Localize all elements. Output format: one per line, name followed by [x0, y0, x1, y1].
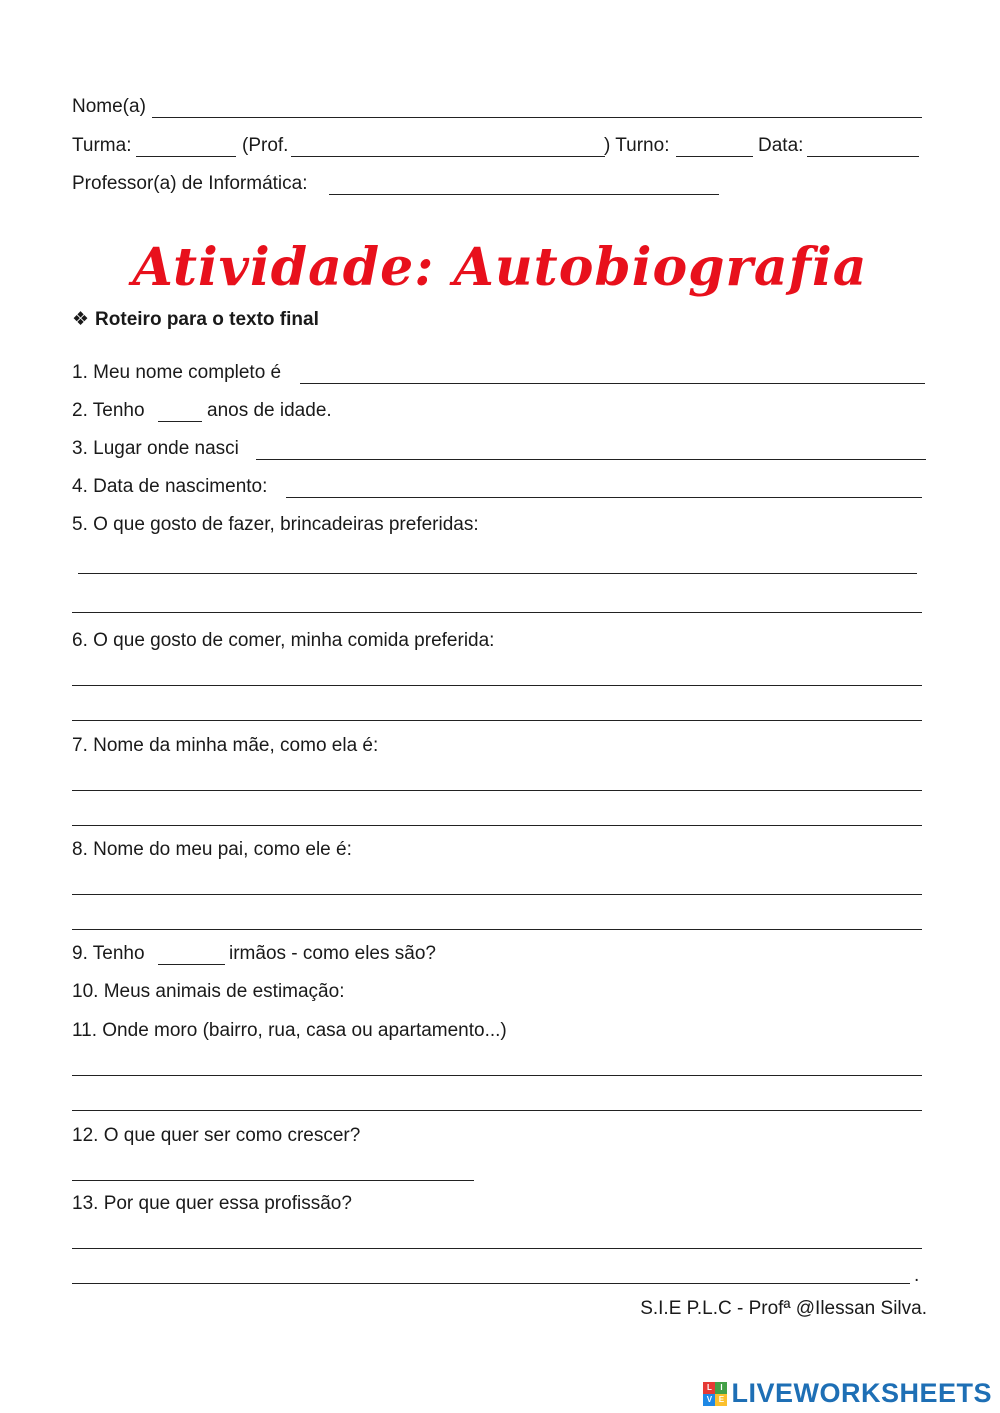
answer-8-line-1[interactable] — [72, 894, 922, 895]
answer-13-line-2[interactable] — [72, 1283, 910, 1284]
question-13: 13. Por que quer essa profissão? — [72, 1193, 352, 1214]
answer-6-line-1[interactable] — [72, 685, 922, 686]
logo-mark-letter: I — [715, 1382, 727, 1394]
turma-label: Turma: — [72, 135, 132, 156]
answer-13-line-1[interactable] — [72, 1248, 922, 1249]
answer-7-line-1[interactable] — [72, 790, 922, 791]
question-2-end: anos de idade. — [207, 400, 332, 421]
professor-informatica-blank[interactable] — [329, 194, 719, 195]
answer-5-line-2[interactable] — [72, 612, 922, 613]
answer-12-blank[interactable] — [72, 1180, 474, 1181]
turma-blank[interactable] — [136, 156, 236, 157]
data-blank[interactable] — [807, 156, 919, 157]
logo-mark-letter: E — [715, 1394, 727, 1406]
prof-label: (Prof. — [242, 135, 289, 156]
liveworksheets-logo-icon — [703, 1382, 727, 1406]
logo-mark-letter: L — [703, 1382, 715, 1394]
answer-5-line-1[interactable] — [78, 573, 917, 574]
question-5: 5. O que gosto de fazer, brincadeiras preferidas: — [72, 514, 479, 535]
answer-7-line-2[interactable] — [72, 825, 922, 826]
end-period: . — [914, 1265, 920, 1286]
question-10: 10. Meus animais de estimação: — [72, 981, 345, 1002]
answer-6-line-2[interactable] — [72, 720, 922, 721]
question-11: 11. Onde moro (bairro, rua, casa ou apartamento...) — [72, 1020, 507, 1041]
professor-informatica-label: Professor(a) de Informática: — [72, 173, 308, 194]
answer-8-line-2[interactable] — [72, 929, 922, 930]
section-heading-text: Roteiro para o texto final — [95, 309, 319, 330]
answer-2-blank[interactable] — [158, 421, 202, 422]
question-3: 3. Lugar onde nasci — [72, 438, 239, 459]
question-12: 12. O que quer ser como crescer? — [72, 1125, 361, 1146]
liveworksheets-logo-text: LIVEWORKSHEETS — [731, 1378, 992, 1408]
question-9-start: 9. Tenho — [72, 943, 145, 964]
diamond-bullet-icon: ❖ — [72, 309, 90, 330]
answer-3-blank[interactable] — [256, 459, 926, 460]
answer-9-blank[interactable] — [158, 964, 225, 965]
liveworksheets-logo[interactable] — [703, 1378, 992, 1409]
question-1: 1. Meu nome completo é — [72, 362, 282, 383]
turno-blank[interactable] — [676, 156, 753, 157]
page-title: Atividade: Autobiografia — [132, 237, 868, 298]
question-9-end: irmãos - como eles são? — [229, 943, 436, 964]
question-6: 6. O que gosto de comer, minha comida preferida: — [72, 630, 495, 651]
answer-11-line-2[interactable] — [72, 1110, 922, 1111]
prof-blank[interactable] — [291, 156, 605, 157]
author-credit: S.I.E P.L.C - Profª @Ilessan Silva. — [640, 1298, 927, 1319]
logo-mark-letter: V — [703, 1394, 715, 1406]
question-8: 8. Nome do meu pai, como ele é: — [72, 839, 352, 860]
question-2-start: 2. Tenho — [72, 400, 145, 421]
turno-label: ) Turno: — [604, 135, 670, 156]
answer-4-blank[interactable] — [286, 497, 922, 498]
answer-1-blank[interactable] — [300, 383, 925, 384]
question-7: 7. Nome da minha mãe, como ela é: — [72, 735, 379, 756]
section-heading — [72, 308, 319, 331]
nome-label: Nome(a) — [72, 96, 146, 117]
answer-11-line-1[interactable] — [72, 1075, 922, 1076]
nome-blank[interactable] — [152, 117, 922, 118]
data-label: Data: — [758, 135, 804, 156]
question-4: 4. Data de nascimento: — [72, 476, 268, 497]
